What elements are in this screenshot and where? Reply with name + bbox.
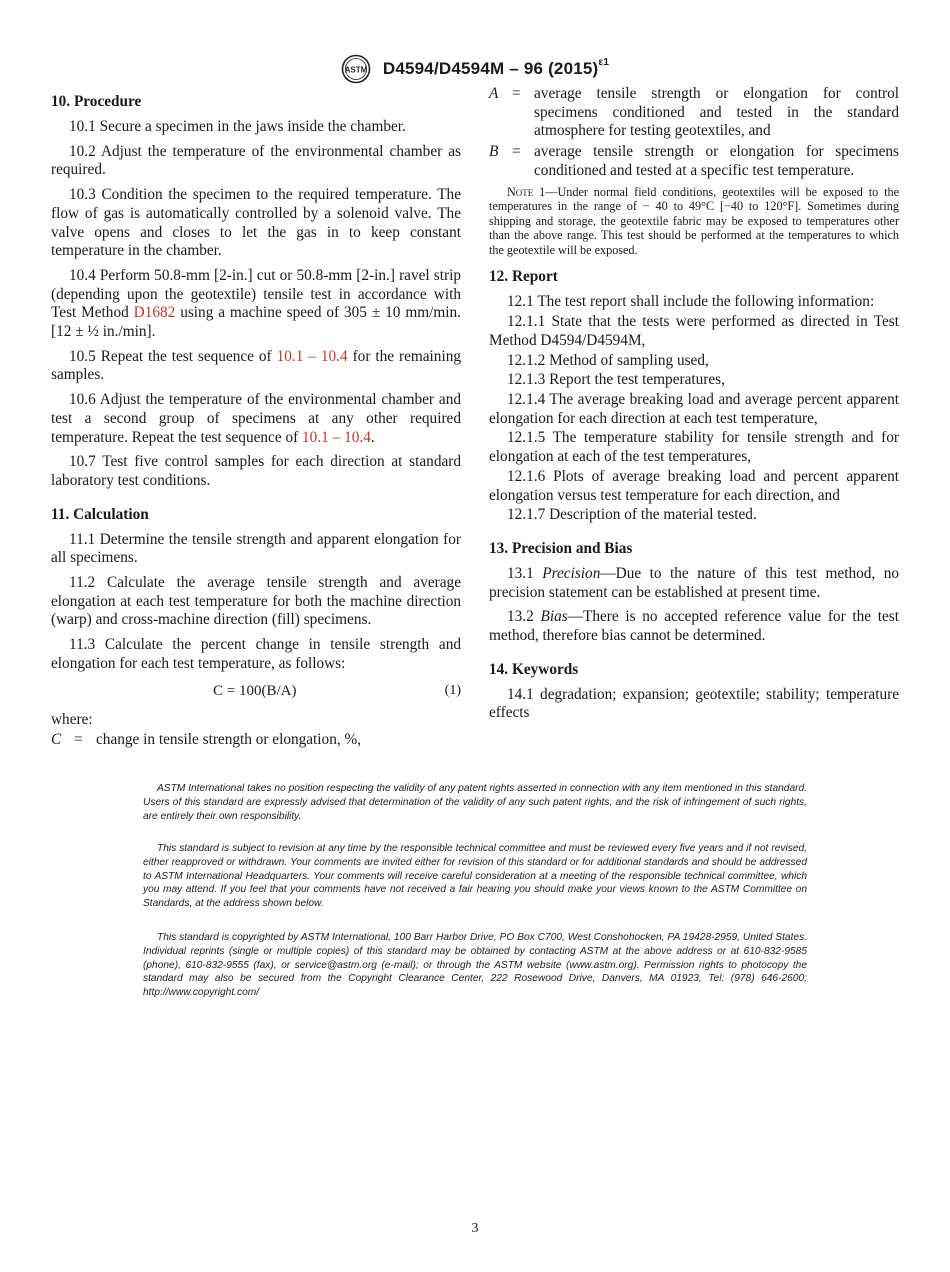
para-10-1: 10.1 Secure a specimen in the jaws inside the chamber.	[69, 118, 406, 135]
standard-designation: D4594/D4594M – 96 $(2015)^{\varepsilon 1}$	[382, 57, 610, 78]
footer-revision-notice: This standard is subject to revision at any time by the responsible technical committee and must be reviewed every five years and if not revised, either reapproved or withdrawn. Your comments are invited either for revision of this standard or for additional standards and should be addressed to ASTM International Headquarters. Your comments will receive careful consideration at a meeting of the responsible technical committee, which you may attend. If you feel that your comments have not received a fair hearing you should make your views known to the ASTM Committee on Standards, at the address shown below.	[143, 843, 807, 910]
astm-logo-icon	[341, 54, 371, 84]
footer-copyright-notice: This standard is copyrighted by ASTM International, 100 Barr Harbor Drive, PO Box C700, West Conshohocken, PA 19428-2959, United States. Individual reprints (single or multiple copies) of this standard may be obtained by contacting ASTM at the above address or at 610-832-9585 (phone), 610-832-9555 (fax), or service@astm.org (e-mail); or through the ASTM website (www.astm.org). Permission rights to photocopy the standard may also be secured from the Copyright Clearance Center, 222 Rosewood Drive, Danvers, MA 01923, Tel: (978) 646-2600; http://www.copyright.com/	[143, 932, 807, 999]
section-14-heading: 14. Keywords	[489, 660, 579, 678]
term-precision: Precision	[542, 564, 601, 582]
symbol-a: A	[489, 85, 499, 102]
link-10-1-10-4-second[interactable]: 10.1 – 10.4	[302, 428, 371, 446]
left-column	[51, 92, 461, 752]
para-12-1-4: 12.1.4 The average breaking load and average percent apparent elongation for each direction at each test temperature,	[489, 391, 899, 427]
page-number: 3	[471, 1221, 479, 1236]
section-12-heading: 12. Report	[489, 268, 558, 286]
para-13-2: 13.2 Bias—There is no accepted reference value for the test method, therefore bias cannot be determined.	[489, 608, 899, 645]
term-bias: Bias	[540, 608, 568, 626]
link-d1682[interactable]: D1682	[133, 304, 176, 322]
page-header	[0, 54, 950, 84]
definition-b-text: average tensile strength or elongation for specimens conditioned and tested at a specific test temperature.	[534, 143, 899, 179]
para-11-1: 11.1 Determine the tensile strength and apparent elongation for all specimens.	[51, 530, 461, 567]
equation-number: (1)	[444, 682, 461, 698]
para-12-1-7: 12.1.7 Description of the material tested.	[507, 506, 757, 524]
para-10-4: 10.4 Perform 50.8-mm [2-in.] cut or 50.8-mm [2-in.] ravel strip (depending upon the geotextile) tensile test in accordance with Test Method D1682 using a machine speed of 305 ± 10 mm/min. [12 ± ½ in./min].	[51, 266, 461, 341]
para-12-1-5: 12.1.5 The temperature stability for tensile strength and for elongation at each of the test temperatures,	[489, 429, 899, 466]
para-12-1-3: 12.1.3 Report the test temperatures,	[507, 371, 725, 389]
para-11-2: 11.2 Calculate the average tensile strength and average elongation at each test temperature for both the machine direction (warp) and cross-machine direction (fill) specimens.	[51, 574, 461, 629]
para-10-2: 10.2 Adjust the temperature of the environmental chamber as required.	[51, 142, 461, 179]
definition-a-text: average tensile strength or elongation for control specimens conditioned and tested in the standard atmosphere for testing geotextiles, and	[534, 85, 899, 140]
para-11-3: 11.3 Calculate the percent change in tensile strength and elongation for each test temperature, as follows:	[51, 636, 461, 672]
right-column	[489, 85, 900, 729]
definition-a: A = average tensile strength or elongation for control specimens conditioned and tested in the standard atmosphere for testing geotextiles, and	[489, 85, 899, 140]
para-10-7: 10.7 Test five control samples for each direction at standard laboratory test conditions.	[51, 453, 461, 489]
symbol-b: B	[489, 143, 499, 161]
equation-body: C = 100(B/A)	[213, 682, 297, 699]
para-10-3: 10.3 Condition the specimen to the required temperature. The flow of gas is automatically controlled by a solenoid valve. The valve opens and closes to let the gas in to keep constant temperature in the chamber.	[51, 186, 461, 260]
para-12-1-6: 12.1.6 Plots of average breaking load and percent apparent elongation versus test temperature for each direction, and	[489, 467, 899, 504]
symbol-c: C	[51, 731, 62, 749]
where-label: where:	[51, 710, 93, 728]
note-label: Note 1	[507, 184, 546, 199]
para-10-6: 10.6 Adjust the temperature of the environmental chamber and test a second group of specimens at any other required temperature. Repeat the test sequence of 10.1 – 10.4.	[51, 391, 461, 446]
equation-1	[51, 680, 461, 706]
para-12-1: 12.1 The test report shall include the following information:	[507, 293, 875, 311]
logo-text: ASTM	[344, 65, 368, 75]
para-10-5: 10.5 Repeat the test sequence of 10.1 – 10.4 for the remaining samples.	[51, 347, 462, 384]
section-13-heading: 13. Precision and Bias	[489, 539, 633, 557]
definition-b: B = average tensile strength or elongation for specimens conditioned and tested at a specific test temperature.	[489, 143, 899, 179]
para-13-1: 13.1 Precision—Due to the nature of this test method, no precision statement can be established at present time.	[489, 564, 900, 601]
link-10-1-10-4[interactable]: 10.1 – 10.4	[276, 347, 348, 365]
para-14-1: 14.1 degradation; expansion; geotextile; stability; temperature effects	[489, 685, 899, 722]
designation-superscript: ε1	[598, 57, 610, 69]
para-12-1-2: 12.1.2 Method of sampling used,	[507, 351, 709, 369]
note-1: Note 1—Under normal field conditions, geotextiles will be exposed to the temperatures in the range of − 40 to 49°C [−40 to 120°F]. Sometimes during shipping and storage, the geotextile fabric may be exposed to temperatures other than the above range. This test should be performed at the temperatures to which the geotextile will be exposed.	[489, 184, 899, 257]
section-10-heading: 10. Procedure	[51, 93, 142, 110]
section-11-heading: 11. Calculation	[51, 505, 149, 523]
definition-c: C = change in tensile strength or elongation, %,	[51, 731, 362, 749]
definition-c-text: change in tensile strength or elongation, %,	[96, 731, 362, 749]
footer-patent-notice: ASTM International takes no position respecting the validity of any patent rights asserted in connection with any item mentioned in this standard. Users of this standard are expressly advised that determination of the validity of any such patent rights, and the risk of infringement of such rights, are entirely their own responsibility.	[143, 783, 807, 822]
para-12-1-1: 12.1.1 State that the tests were performed as directed in Test Method D4594/D4594M,	[489, 313, 899, 349]
